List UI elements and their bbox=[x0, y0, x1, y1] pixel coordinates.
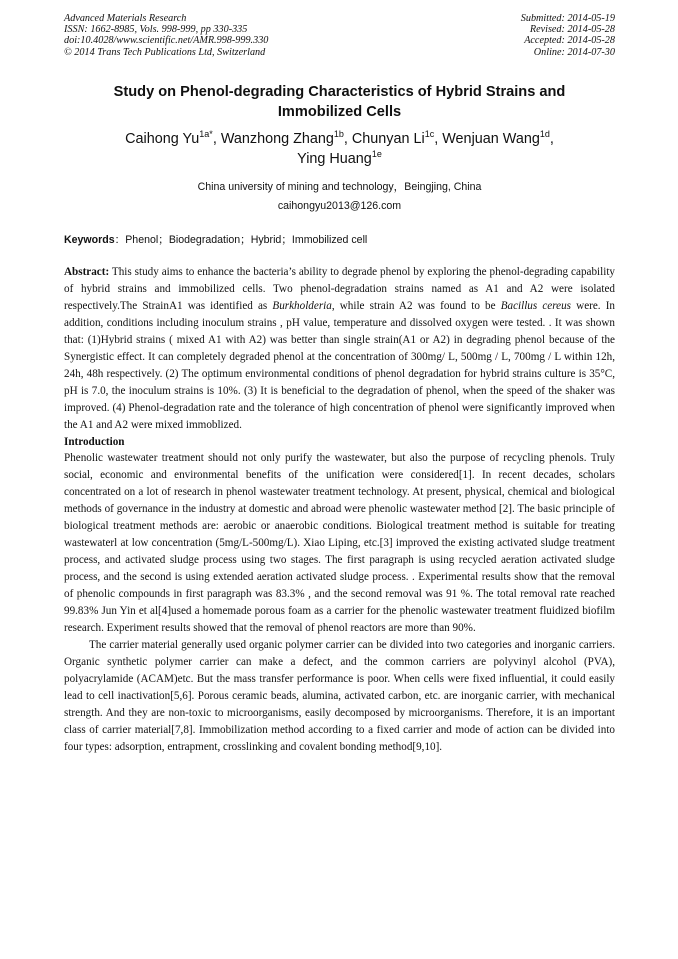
affiliation-block bbox=[64, 178, 615, 216]
author-name: Chunyan Li bbox=[351, 131, 425, 147]
title-line-1: Study on Phenol-degrading Characteristics of Hybrid Strains and bbox=[113, 84, 566, 100]
keywords-label: Keywords bbox=[64, 234, 115, 246]
copyright-line: © 2014 Trans Tech Publications Ltd, Switzerland bbox=[64, 46, 266, 58]
author-list bbox=[64, 129, 615, 169]
keywords-line bbox=[64, 232, 615, 248]
paper-title bbox=[64, 82, 615, 122]
author-name: Ying Huang bbox=[297, 151, 372, 167]
keyword: Hybrid； bbox=[250, 234, 292, 246]
submission-dates bbox=[521, 13, 615, 58]
intro-paragraph-2: The carrier material generally used organic polymer carrier can be divided into two categories and inorganic carriers. Organic synthetic polymer carrier can make a defect, and the common carriers are polyvinyl alcohol (PVA), polyacrylamide (ACAM)etc. But the mass transfer performance is poor. When cells were fixed influential, it could easily lead to cell inactivation[5,6]. Porous ceramic beads, alumina, activated carbon, etc. are inorganic carrier, with mechanical strength. And they are non-toxic to microorganisms, easily decomposed by microorganisms. Therefore, it is an important class of carrier material[7,8]. Immobilization method according to a fixed carrier and mode of action can be divided into four types: adsorption, entrapment, crosslinking and covalent bonding method[9,10]. bbox=[64, 638, 615, 753]
author-affiliation-mark: 1c bbox=[424, 129, 435, 139]
author-name: Wenjuan Wang bbox=[442, 131, 540, 147]
keyword: Immobilized cell bbox=[291, 234, 368, 246]
authors-line-2 bbox=[64, 149, 615, 169]
paper-body bbox=[64, 264, 615, 756]
journal-name: Advanced Materials Research bbox=[64, 13, 187, 24]
species-name: Burkholderia bbox=[272, 299, 332, 312]
abstract-paragraph: Abstract: This study aims to enhance the bacteria’s ability to degrade phenol by exploring the phenol-degrading capability of hybrid strains and immobilized cells. Two phenol-degradation strains named as A1 and A2 were isolated respectively.The StrainA1 was identified as Burkholderia, while strain A2 was found to be Bacillus cereus were. In addition, conditions including inoculum strains , pH value, temperature and dissolved oxygen were tested. . It was shown that: (1)Hybrid strains ( mixed A1 with A2) was better than single strain(A1 or A2) in degrading phenol because of the Synergistic effect. It can completely degraded phenol at the concentration of 300mg/ L, 500mg / L, 700mg / L within 12h, 24h, 48h respectively. (2) The optimum environmental conditions of phenol degradation for hybrid strains culture is 35°C, pH is 7.0, the inoculum strains is 10%. (3) It is beneficial to the degradation of phenol, when the speed of the shaker was improved. (4) Phenol-degradation rate and the tolerance of high concentration of phenol were significantly improved when the A1 and A2 were mixed immoblized. bbox=[64, 266, 615, 431]
keyword: ：Phenol； bbox=[114, 234, 169, 246]
revised-date: Revised: 2014-05-28 bbox=[529, 24, 615, 36]
abstract-label: Abstract: bbox=[64, 266, 110, 278]
author-affiliation-mark: 1d bbox=[539, 129, 550, 139]
intro-paragraph-1: Phenolic wastewater treatment should not only purify the wastewater, but also the purpose of recycling phenols. Truly social, economic and environmental benefits of the unification were considered[1]. In recent decades, scholars concentrated on a lot of research in phenol wastewater treatment technology. At present, physical, chemical and biological methods of governance in the industry at domestic and abroad were phenolic wastewater method [2]. The basic principle of biological treatment methods are: aerobic or anaerobic conditions. Biological treatment method is suitable for treating wastewaterl at low concentration (5mg/L-500mg/L). Xiao Liping, etc.[3] improved the existing activated sludge treatment process, and activated sludge process using two stages. The first paragraph is using recycled aeration activated sludge process, and the second is using extended aeration activated sludge process. . Experimental results show that the removal of phenolic compounds in first paragraph was 83.3% , and the second removal was 91 %. The total removal rate reached 99.83% Jun Yin et al[4]used a homemade porous foam as a carrier for the phenolic wastewater treatment fluidized biofilm research. Experiment results showed that the removal of phenol reactors are more than 90%. bbox=[64, 452, 615, 635]
author-affiliation-mark: 1e bbox=[371, 149, 382, 159]
section-heading-introduction: Introduction bbox=[64, 435, 125, 448]
doi-line: doi:10.4028/www.scientific.net/AMR.998-999.330 bbox=[64, 35, 269, 47]
author-affiliation-mark: 1a* bbox=[199, 129, 213, 139]
authors-line-1: Caihong $Yu^{1a*}$, Wanzhong Zhang$^{1b}$, Chunyan $Li^{1c}$, Wenjuan Wang$^{1d}$, bbox=[125, 129, 554, 147]
publication-info bbox=[64, 13, 268, 58]
author-email: caihongyu2013@126.com bbox=[277, 200, 402, 212]
issn-line: ISSN: 1662-8985, Vols. 998-999, pp 330-335 bbox=[64, 24, 248, 36]
online-date: Online: 2014-07-30 bbox=[533, 46, 615, 58]
author-affiliation-mark: 1b bbox=[333, 129, 344, 139]
submitted-date: Submitted: 2014-05-19 bbox=[520, 13, 615, 24]
keyword: Biodegradation； bbox=[168, 234, 251, 246]
title-line-2: Immobilized Cells bbox=[277, 104, 402, 120]
species-name: Bacillus cereus bbox=[500, 299, 572, 312]
author-name: Wanzhong Zhang bbox=[220, 131, 334, 147]
author-name: Caihong Yu bbox=[125, 131, 200, 147]
affiliation: China university of mining and technology，Beingjing, China bbox=[197, 181, 482, 193]
accepted-date: Accepted: 2014-05-28 bbox=[524, 35, 615, 47]
